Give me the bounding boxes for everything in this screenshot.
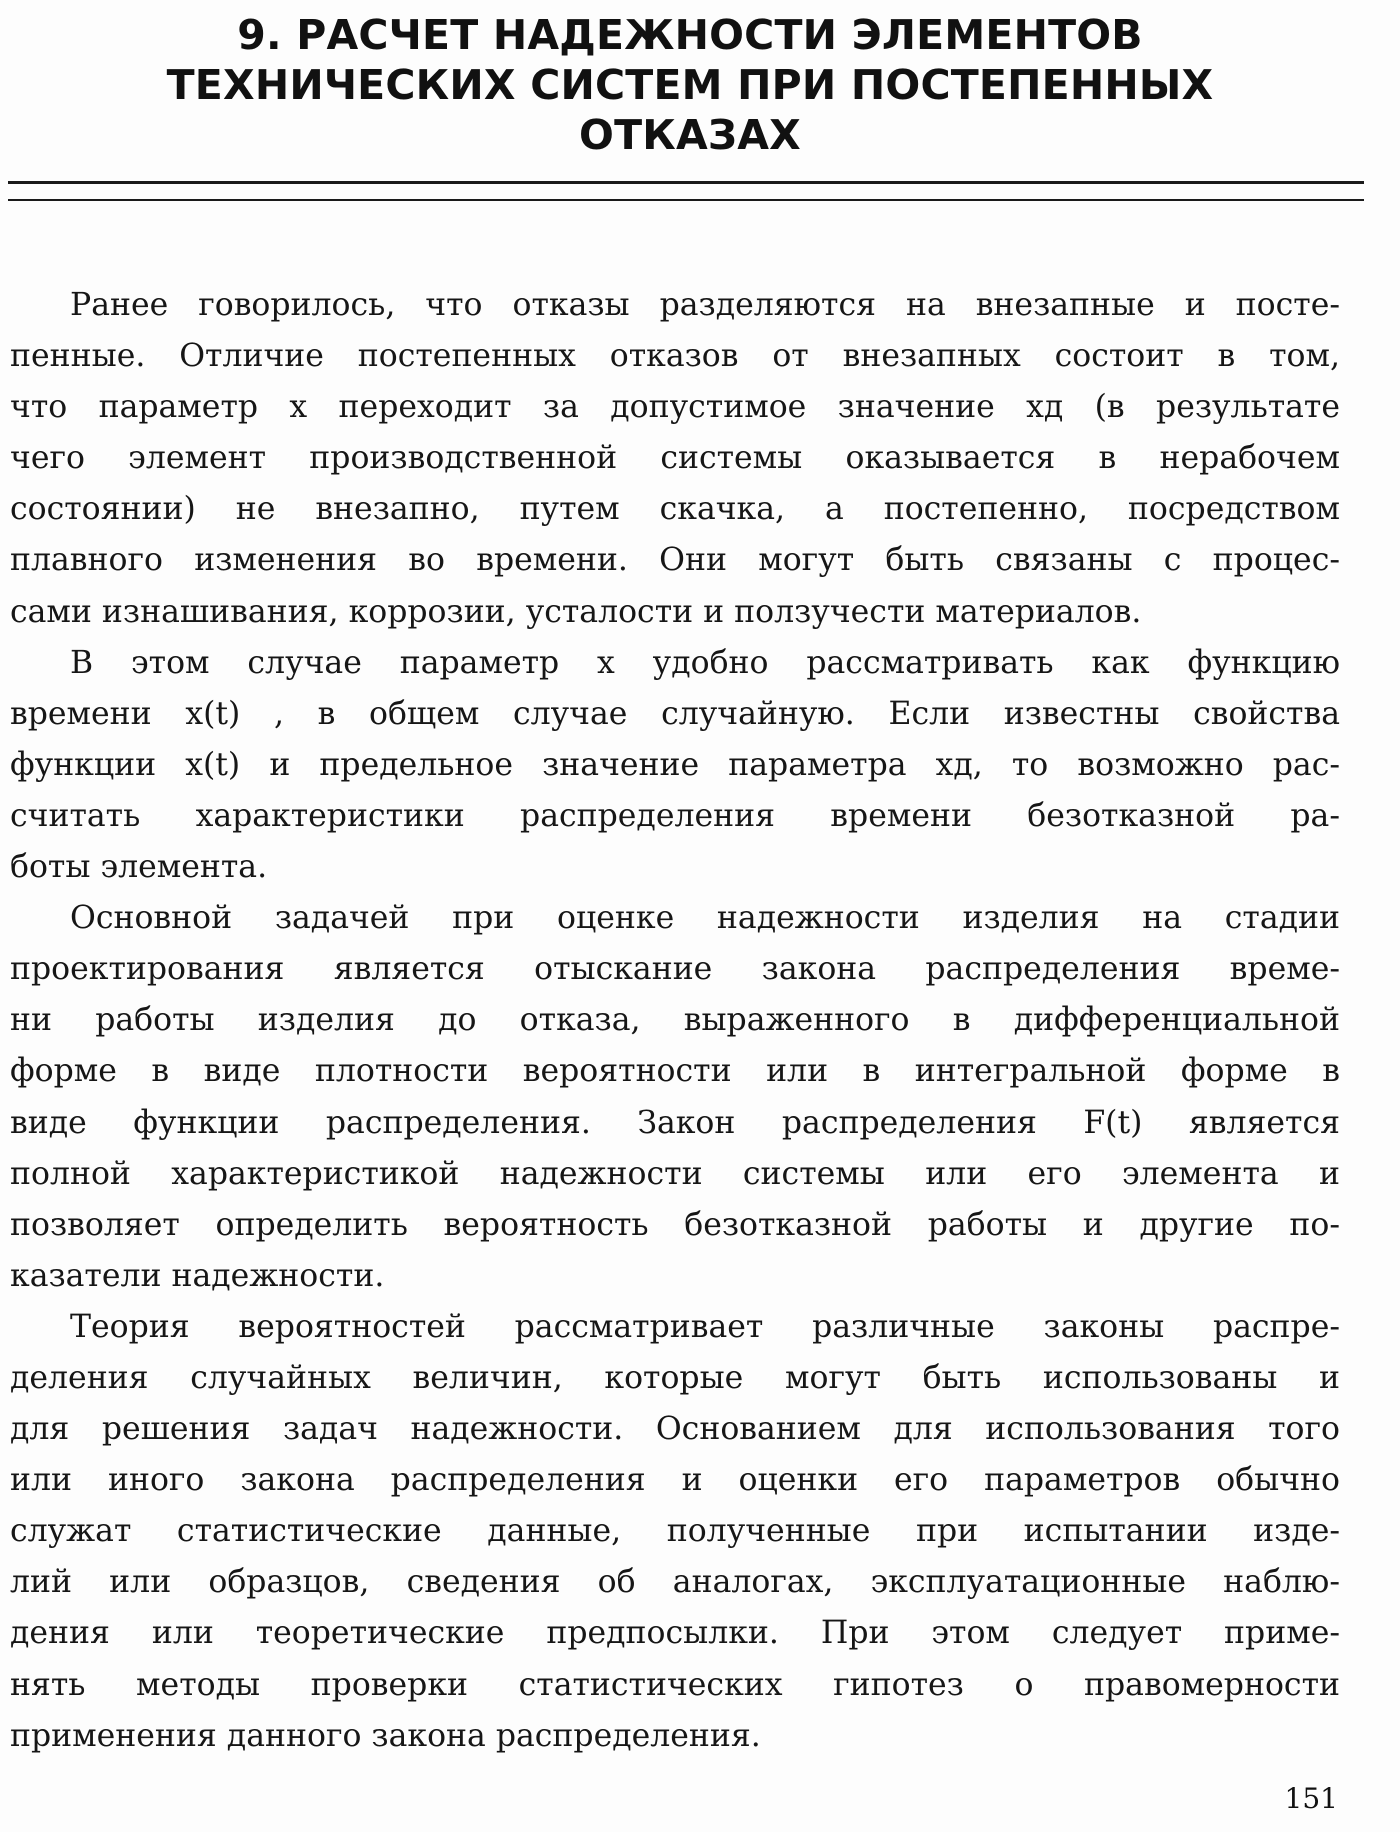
page-number: 151 (1284, 1782, 1338, 1815)
text-line: форме в виде плотности вероятности или в интегральной форме в (10, 1053, 1340, 1090)
text-line: Теория вероятностей рассматривает различные законы распре- (70, 1308, 1340, 1345)
title-rule-bottom (8, 199, 1364, 201)
text-line: лий или образцов, сведения об аналогах, эксплуатационные наблю- (10, 1564, 1340, 1601)
text-line: боты элемента. (10, 849, 268, 886)
text-line: времени x(t) , в общем случае случайную. Если известны свойства (10, 695, 1340, 732)
text-line: служат статистические данные, полученные при испытании изде- (10, 1513, 1340, 1550)
text-line: что параметр x переходит за допустимое значение xд (в результате (10, 389, 1340, 426)
paragraph-1 (10, 280, 1340, 638)
text-line: или иного закона распределения и оценки его параметров обычно (10, 1462, 1340, 1499)
text-line: функции x(t) и предельное значение параметра xд, то возможно рас- (10, 746, 1340, 783)
text-line: Основной задачей при оценке надежности изделия на стадии (70, 900, 1340, 937)
paragraph-4 (10, 1302, 1340, 1762)
paragraph-3 (10, 893, 1340, 1302)
text-line: состоянии) не внезапно, путем скачка, а постепенно, посредством (10, 491, 1340, 528)
text-line: проектирования является отыскание закона распределения време- (10, 951, 1340, 988)
text-line: казатели надежности. (10, 1257, 385, 1294)
body-text (10, 280, 1340, 1762)
chapter-title-line-3: ОТКАЗАХ (579, 111, 801, 159)
text-line: для решения задач надежности. Основанием для использования того (10, 1411, 1340, 1448)
text-line: Ранее говорилось, что отказы разделяются на внезапные и посте- (70, 287, 1340, 323)
text-line: деления случайных величин, которые могут быть использованы и (10, 1359, 1340, 1396)
chapter-title-line-2: ТЕХНИЧЕСКИХ СИСТЕМ ПРИ ПОСТЕПЕННЫХ (166, 61, 1214, 109)
text-line: чего элемент производственной системы оказывается в нерабочем (10, 440, 1340, 477)
text-line: пенные. Отличие постепенных отказов от внезапных состоит в том, (10, 338, 1340, 375)
chapter-title-line-1: 9. РАСЧЕТ НАДЕЖНОСТИ ЭЛЕМЕНТОВ (237, 11, 1143, 59)
text-line: полной характеристикой надежности системы или его элемента и (10, 1155, 1340, 1192)
text-line: плавного изменения во времени. Они могут быть связаны с процес- (10, 542, 1340, 579)
chapter-title (40, 10, 1340, 160)
text-line: виде функции распределения. Закон распределения F(t) является (10, 1104, 1340, 1141)
paragraph-2 (10, 638, 1340, 893)
text-line: нять методы проверки статистических гипотез о правомерности (10, 1666, 1340, 1703)
text-line: считать характеристики распределения времени безотказной ра- (10, 797, 1340, 834)
text-line: дения или теоретические предпосылки. При этом следует приме- (10, 1615, 1340, 1652)
text-line: применения данного закона распределения. (10, 1717, 761, 1754)
text-line: позволяет определить вероятность безотказной работы и другие по- (10, 1206, 1340, 1243)
text-line: ни работы изделия до отказа, выраженного в дифференциальной (10, 1002, 1340, 1039)
title-rule-top (8, 181, 1364, 184)
text-line: сами изнашивания, коррозии, усталости и ползучести материалов. (10, 593, 1142, 630)
text-line: В этом случае параметр x удобно рассматривать как функцию (70, 644, 1340, 681)
